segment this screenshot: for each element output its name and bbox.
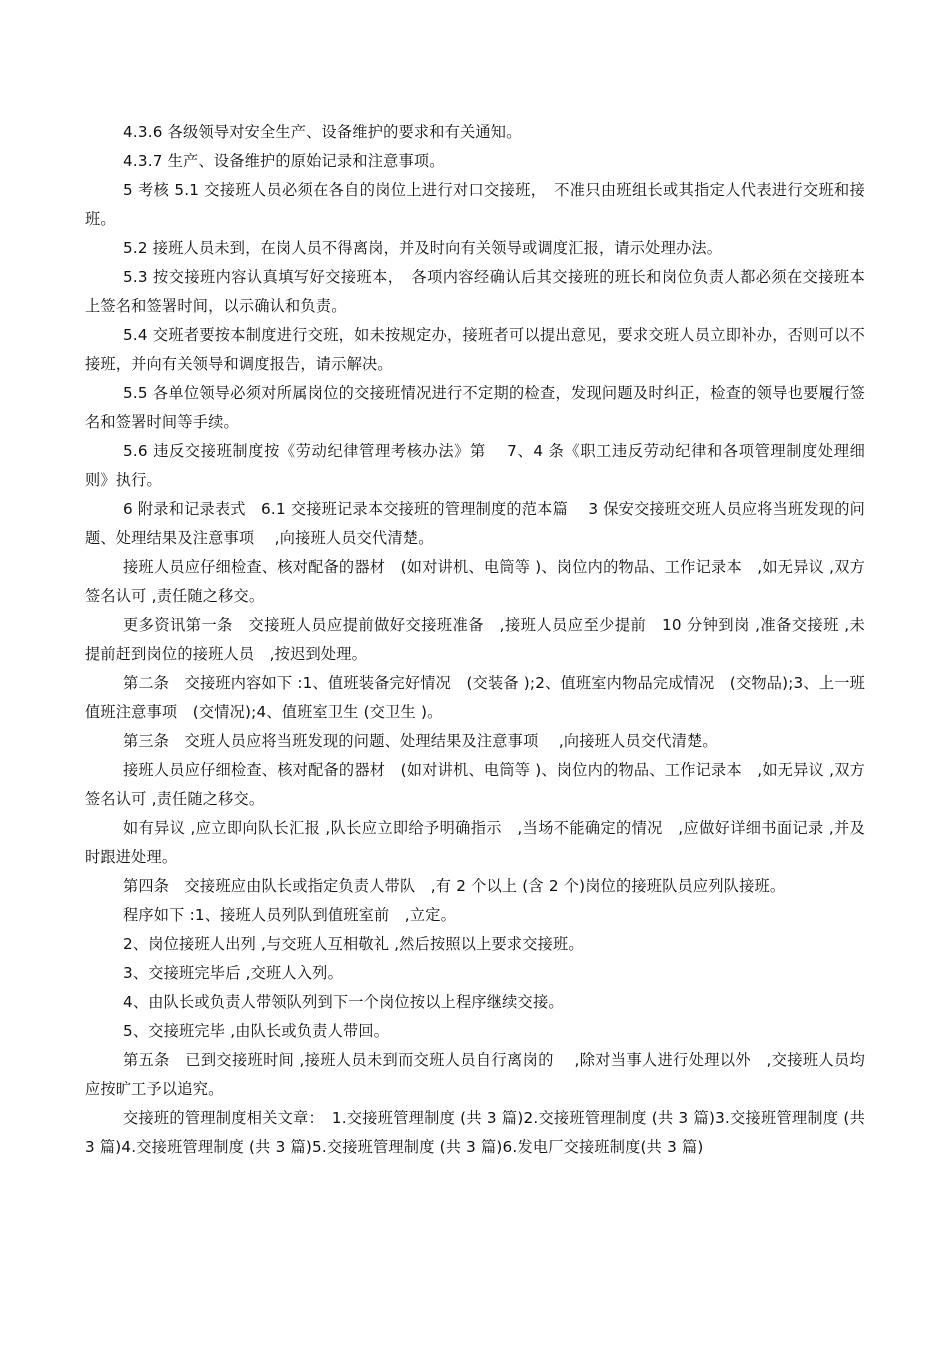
- paragraph-handover-check-1: 接班人员应仔细检查、核对配备的器材 (如对讲机、电筒等 )、岗位内的物品、工作记录本 ,如无异议 ,双方签名认可 ,责任随之移交。: [85, 558, 865, 605]
- paragraph-procedure-5: 5、交接班完毕 ,由队长或负责人带回。: [123, 1022, 390, 1040]
- document-body: [85, 118, 865, 1162]
- paragraph-procedure-3: 3、交接班完毕后 ,交班人入列。: [123, 964, 343, 982]
- paragraph-procedure-1: 程序如下 :1、接班人员列队到值班室前 ,立定。: [123, 906, 456, 924]
- paragraph-objection: 如有异议 ,应立即向队长汇报 ,队长应立即给予明确指示 ,当场不能确定的情况 ,应做好详细书面记录 ,并及时跟进处理。: [85, 819, 865, 866]
- paragraph-4-3-7: 4.3.7 生产、设备维护的原始记录和注意事项。: [123, 152, 445, 170]
- paragraph-handover-check-2: 接班人员应仔细检查、核对配备的器材 (如对讲机、电筒等 )、岗位内的物品、工作记录本 ,如无异议 ,双方签名认可 ,责任随之移交。: [85, 761, 865, 808]
- paragraph-6-1: 6 附录和记录表式 6.1 交接班记录本交接班的管理制度的范本篇 3 保安交接班交班人员应将当班发现的问题、处理结果及注意事项 ,向接班人员交代清楚。: [85, 500, 865, 547]
- paragraph-article-1: 更多资讯第一条 交接班人员应提前做好交接班准备 ,接班人员应至少提前 10 分钟到岗 ,准备交接班 ,未提前赶到岗位的接班人员 ,按迟到处理。: [85, 616, 865, 663]
- paragraph-article-5: 第五条 已到交接班时间 ,接班人员未到而交班人员自行离岗的 ,除对当事人进行处理以外 ,交接班人员均应按旷工予以追究。: [85, 1051, 865, 1098]
- paragraph-article-2: 第二条 交接班内容如下 :1、值班装备完好情况 (交装备 );2、值班室内物品完成情况 (交物品);3、上一班值班注意事项 (交情况);4、值班室卫生 (交卫生 )。: [85, 674, 865, 721]
- paragraph-article-3: 第三条 交班人员应将当班发现的问题、处理结果及注意事项 ,向接班人员交代清楚。: [123, 732, 718, 750]
- paragraph-5-6: 5.6 违反交接班制度按《劳动纪律管理考核办法》第 7、4 条《职工违反劳动纪律和各项管理制度处理细则》执行。: [85, 442, 865, 489]
- paragraph-5-2: 5.2 接班人员未到，在岗人员不得离岗，并及时向有关领导或调度汇报，请示处理办法。: [123, 239, 723, 257]
- paragraph-procedure-4: 4、由队长或负责人带领队列到下一个岗位按以上程序继续交接。: [123, 993, 564, 1011]
- paragraph-procedure-2: 2、岗位接班人出列 ,与交班人互相敬礼 ,然后按照以上要求交接班。: [123, 935, 584, 953]
- paragraph-5-1: 5 考核 5.1 交接班人员必须在各自的岗位上进行对口交接班， 不准只由班组长或其指定人代表进行交班和接班。: [85, 181, 865, 228]
- paragraph-related-articles: 交接班的管理制度相关文章： 1.交接班管理制度 (共 3 篇)2.交接班管理制度 (共 3 篇)3.交接班管理制度 (共 3 篇)4.交接班管理制度 (共 3 篇)5.交接班管理制度 (共 3 篇)6.发电厂交接班制度(共 3 篇): [85, 1109, 865, 1156]
- paragraph-5-5: 5.5 各单位领导必须对所属岗位的交接班情况进行不定期的检查，发现问题及时纠正，检查的领导也要履行签名和签署时间等手续。: [85, 384, 865, 431]
- paragraph-article-4: 第四条 交接班应由队长或指定负责人带队 ,有 2 个以上 (含 2 个)岗位的接班队员应列队接班。: [123, 877, 786, 895]
- paragraph-5-4: 5.4 交班者要按本制度进行交班，如未按规定办，接班者可以提出意见，要求交班人员立即补办，否则可以不接班，并向有关领导和调度报告，请示解决。: [85, 326, 865, 373]
- paragraph-4-3-6: 4.3.6 各级领导对安全生产、设备维护的要求和有关通知。: [123, 123, 522, 141]
- paragraph-5-3: 5.3 按交接班内容认真填写好交接班本， 各项内容经确认后其交接班的班长和岗位负责人都必须在交接班本上签名和签署时间，以示确认和负责。: [85, 268, 865, 315]
